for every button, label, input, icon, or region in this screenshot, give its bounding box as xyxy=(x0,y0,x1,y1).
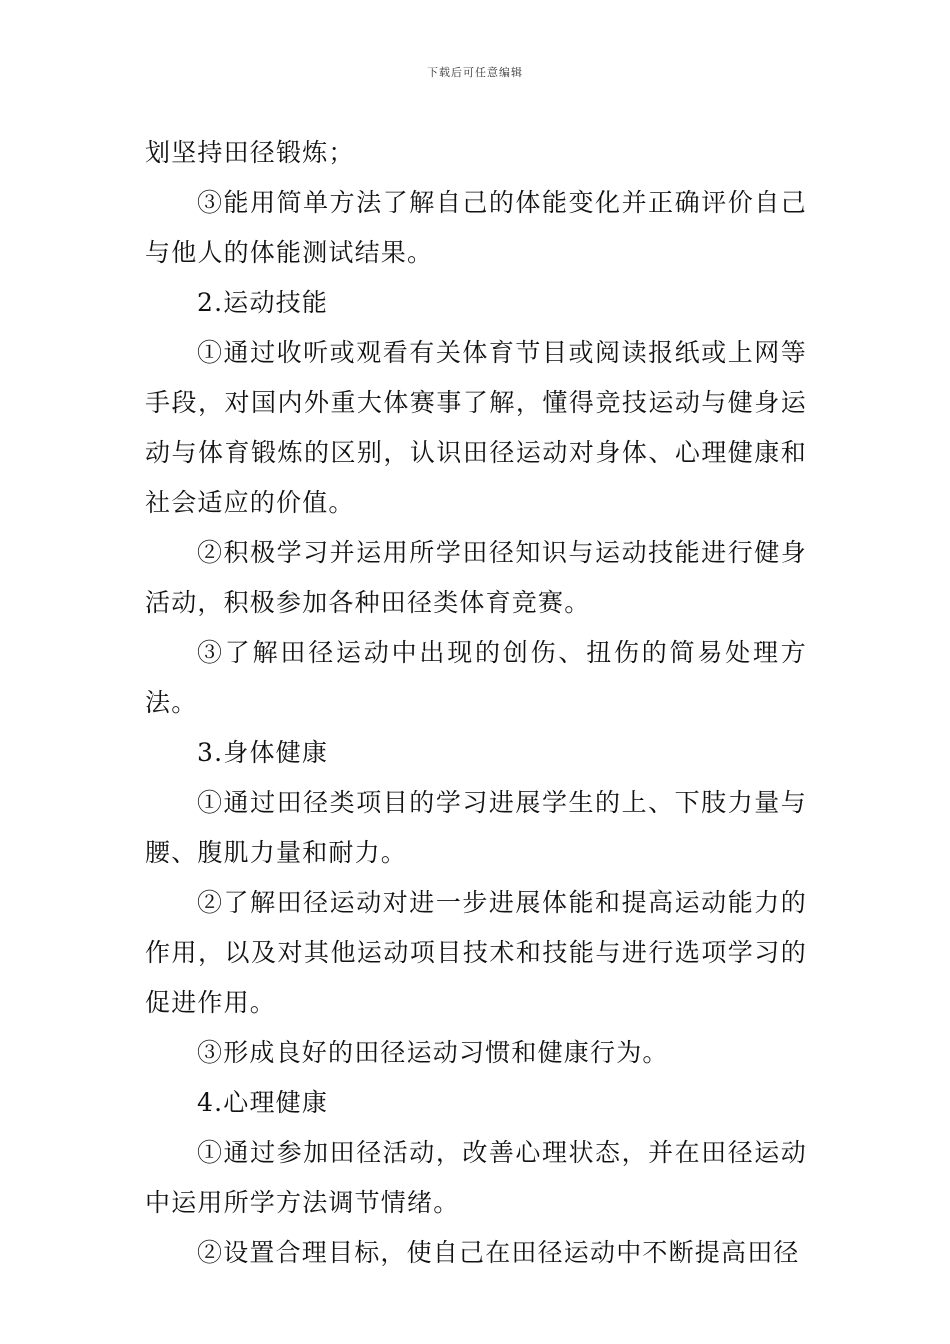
section-heading: 3.身体健康 xyxy=(197,738,329,767)
section-heading: 2.运动技能 xyxy=(197,288,329,317)
paragraph: ②了解田径运动对进一步进展体能和提高运动能力的作用，以及对其他运动项目技术和技能与进行选项学习的促进作用。 xyxy=(145,888,807,1017)
paragraph: ①通过田径类项目的学习进展学生的上、下肢力量与腰、腹肌力量和耐力。 xyxy=(145,788,807,867)
paragraph: 划坚持田径锻炼； xyxy=(145,138,355,167)
paragraph: ①通过参加田径活动，改善心理状态，并在田径运动中运用所学方法调节情绪。 xyxy=(145,1138,807,1217)
paragraph: ③了解田径运动中出现的创伤、扭伤的简易处理方法。 xyxy=(145,638,807,717)
paragraph: ①通过收听或观看有关体育节目或阅读报纸或上网等手段，对国内外重大体赛事了解，懂得竞技运动与健身运动与体育锻炼的区别，认识田径运动对身体、心理健康和社会适应的价值。 xyxy=(145,338,807,517)
section-heading: 4.心理健康 xyxy=(197,1088,329,1117)
document-body xyxy=(145,128,807,1278)
paragraph: ②积极学习并运用所学田径知识与运动技能进行健身活动，积极参加各种田径类体育竞赛。 xyxy=(145,538,807,617)
paragraph: ③能用简单方法了解自己的体能变化并正确评价自己与他人的体能测试结果。 xyxy=(145,188,807,267)
paragraph: ③形成良好的田径运动习惯和健康行为。 xyxy=(197,1038,669,1067)
page-header-note: 下载后可任意编辑 xyxy=(427,66,523,79)
paragraph: ②设置合理目标，使自己在田径运动中不断提高田径 xyxy=(197,1238,800,1267)
